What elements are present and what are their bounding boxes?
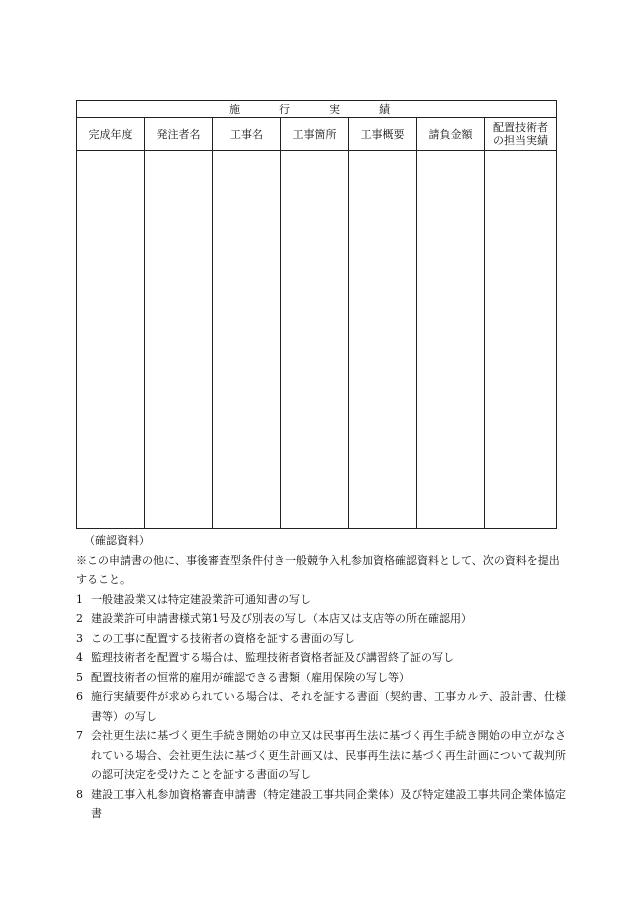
item-number: 1 (76, 592, 83, 606)
item-text: 建設業許可申請書様式第1号及び別表の写し（本店又は支店等の所在確認用） (91, 612, 472, 625)
header-contract-amount: 請負金額 (417, 118, 485, 151)
list-item (76, 726, 566, 785)
item-text: この工事に配置する技術者の資格を証する書面の写し (91, 631, 355, 645)
item-text: 監理技術者を配置する場合は、監理技術者資格者証及び講習終了証の写し (91, 651, 454, 664)
item-text: 一般建設業又は特定建設業許可通知書の写し (91, 592, 311, 606)
cell-completion-year[interactable] (77, 151, 145, 529)
item-text: 配置技術者の恒常的雇用が確認できる書類（雇用保険の写し等） (91, 670, 410, 684)
header-engineer-record-text: 配置技術者 の担当実績 (493, 121, 548, 147)
header-client-name: 発注者名 (145, 118, 213, 151)
header-engineer-record (485, 118, 557, 151)
notes-intro: ※この申請書の他に、事後審査型条件付き一般競争入札参加資格確認資料として、次の資料を提出すること。 (76, 553, 560, 586)
construction-record-table (76, 100, 557, 529)
item-number: 7 (76, 729, 83, 742)
list-item (76, 629, 566, 649)
item-number: 2 (76, 612, 83, 625)
cell-work-name[interactable] (213, 151, 281, 529)
table-title: 施 行 実 績 (77, 101, 557, 118)
cell-engineer-record[interactable] (485, 151, 557, 529)
list-item (76, 590, 566, 610)
list-item (76, 785, 566, 824)
list-item (76, 609, 566, 629)
item-text: 建設工事入札参加資格審査申請書（特定建設工事共同企業体）及び特定建設工事共同企業体協定書 (91, 787, 566, 820)
item-number: 4 (76, 651, 83, 664)
item-number: 5 (76, 670, 83, 684)
cell-work-summary[interactable] (349, 151, 417, 529)
header-work-name: 工事名 (213, 118, 281, 151)
item-number: 3 (76, 631, 83, 645)
item-text: 施行実績要件が求められている場合は、それを証する書面（契約書、工事カルテ、設計書、仕様書等）の写し (91, 690, 566, 723)
header-work-summary: 工事概要 (349, 118, 417, 151)
list-item (76, 668, 566, 688)
notes-caption: （確認資料） (84, 534, 150, 547)
cell-work-location[interactable] (281, 151, 349, 529)
header-completion-year: 完成年度 (77, 118, 145, 151)
item-text: 会社更生法に基づく更生手続き開始の申立又は民事再生法に基づく再生手続き開始の申立がなされている場合、会社更生法に基づく更生計画又は、民事再生法に基づく再生計画について裁判所の認可決定を受けたことを証する書面の写し (91, 729, 566, 781)
list-item (76, 648, 566, 668)
header-work-location: 工事箇所 (281, 118, 349, 151)
cell-client-name[interactable] (145, 151, 213, 529)
cell-contract-amount[interactable] (417, 151, 485, 529)
item-number: 6 (76, 690, 83, 703)
item-number: 8 (76, 787, 83, 801)
confirmation-materials-notes (76, 531, 566, 824)
list-item (76, 687, 566, 726)
